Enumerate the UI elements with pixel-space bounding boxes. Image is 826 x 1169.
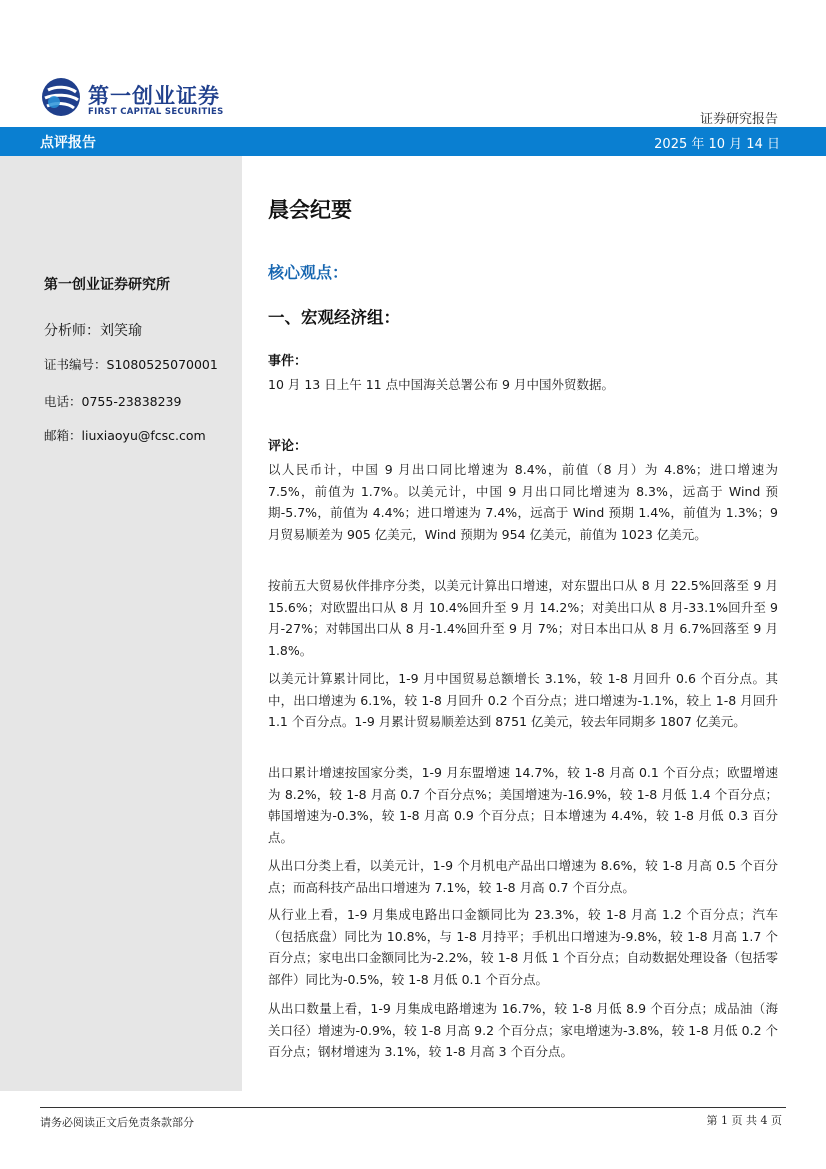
report-date: 2025 年 10 月 14 日 (654, 137, 780, 152)
core-heading: 核心观点： (268, 263, 349, 282)
email-label: 邮箱： (44, 428, 82, 443)
footer-disclaimer: 请务必阅读正文后免责条款部分 (40, 1116, 194, 1129)
phone-label: 电话： (44, 394, 82, 409)
analyst-name: 分析师：刘笑瑜 (44, 323, 142, 339)
page-title: 晨会纪要 (268, 197, 352, 222)
email-row (44, 426, 206, 444)
globe-logo-icon (40, 76, 82, 118)
cert-label: 证书编号： (44, 357, 107, 372)
brand-name-en: FIRST CAPITAL SECURITIES (88, 107, 224, 117)
sidebar (0, 156, 242, 1091)
phone-value: 0755-23838239 (81, 394, 182, 409)
paragraph: 出口累计增速按国家分类，1-9 月东盟增速 14.7%，较 1-8 月高 0.1 个百分点；欧盟增速为 8.2%，较 1-8 月高 0.7 个百分点%；美国增速为-16.9%，较 1-8 月低 1.4 个百分点；韩国增速为-0.3%，较 1-8 月高 0.9 个百分点；日本增速为 4.4%，较 1-8 月低 0.3 百分点。 (268, 765, 778, 845)
header-band (0, 127, 826, 156)
event-text: 10 月 13 日上午 11 点中国海关总署公布 9 月中国外贸数据。 (268, 377, 614, 392)
paragraph: 从行业上看，1-9 月集成电路出口金额同比为 23.3%，较 1-8 月高 1.2 个百分点；汽车（包括底盘）同比为 10.8%，与 1-8 月持平；手机出口增速为-9.8%，较 1-8 月高 1.7 个百分点；家电出口金额同比为-2.2%，较 1-8 月低 1 个百分点；自动数据处理设备（包括零部件）同比为-0.5%，较 1-8 月低 0.1 个百分点。 (268, 907, 778, 987)
brand-name-cn: 第一创业证券 (88, 83, 220, 108)
page-number: 第 1 页 共 4 页 (706, 1114, 782, 1127)
cert-value: S1080525070001 (106, 357, 218, 372)
paragraph: 从出口分类上看，以美元计，1-9 个月机电产品出口增速为 8.6%，较 1-8 月高 0.5 个百分点；而高科技产品出口增速为 7.1%，较 1-8 月高 0.7 个百分点。 (268, 858, 778, 895)
paragraph: 以美元计算累计同比，1-9 月中国贸易总额增长 3.1%，较 1-8 月回升 0.6 个百分点。其中，出口增速为 6.1%，较 1-8 月回升 0.2 个百分点；进口增速为-1.1%，较上 1-8 月回升 1.1 个百分点。1-9 月累计贸易顺差达到 8751 亿美元，较去年同期多 1807 亿美元。 (268, 671, 778, 729)
comment-label: 评论： (268, 439, 308, 454)
report-category: 点评报告 (40, 135, 96, 151)
section-heading: 一、宏观经济组： (268, 308, 400, 327)
paragraph: 按前五大贸易伙伴排序分类，以美元计算出口增速，对东盟出口从 8 月 22.5%回落至 9 月 15.6%；对欧盟出口从 8 月 10.4%回升至 9 月 14.2%；对美出口从 8 月-33.1%回升至 9 月-27%；对韩国出口从 8 月-1.4%回升至 9 月 7%；对日本出口从 8 月 6.7%回落至 9 月 1.8%。 (268, 578, 778, 658)
company-logo (40, 76, 240, 122)
cert-row (44, 355, 218, 373)
footer-divider (40, 1107, 786, 1108)
institute-name: 第一创业证券研究所 (44, 277, 170, 293)
email-value[interactable]: liuxiaoyu@fcsc.com (81, 428, 206, 443)
event-label: 事件： (268, 354, 308, 369)
paragraph: 从出口数量上看，1-9 月集成电路增速为 16.7%，较 1-8 月低 8.9 个百分点；成品油（海关口径）增速为-0.9%，较 1-8 月高 9.2 个百分点；家电增速为-3.8%，较 1-8 月低 0.2 个百分点；钢材增速为 3.1%，较 1-8 月高 3 个百分点。 (268, 1001, 778, 1059)
phone-row (44, 392, 181, 410)
report-type-label: 证券研究报告 (699, 112, 778, 127)
paragraph: 以人民币计，中国 9 月出口同比增速为 8.4%，前值（8 月）为 4.8%；进口增速为 7.5%，前值为 1.7%。以美元计，中国 9 月出口同比增速为 8.3%，远高于 Wind 预期-5.7%，前值为 4.4%；进口增速为 7.4%，远高于 Wind 预期 1.4%，前值为 1.3%；9 月贸易顺差为 905 亿美元，Wind 预期为 954 亿美元，前值为 1023 亿美元。 (268, 462, 778, 542)
